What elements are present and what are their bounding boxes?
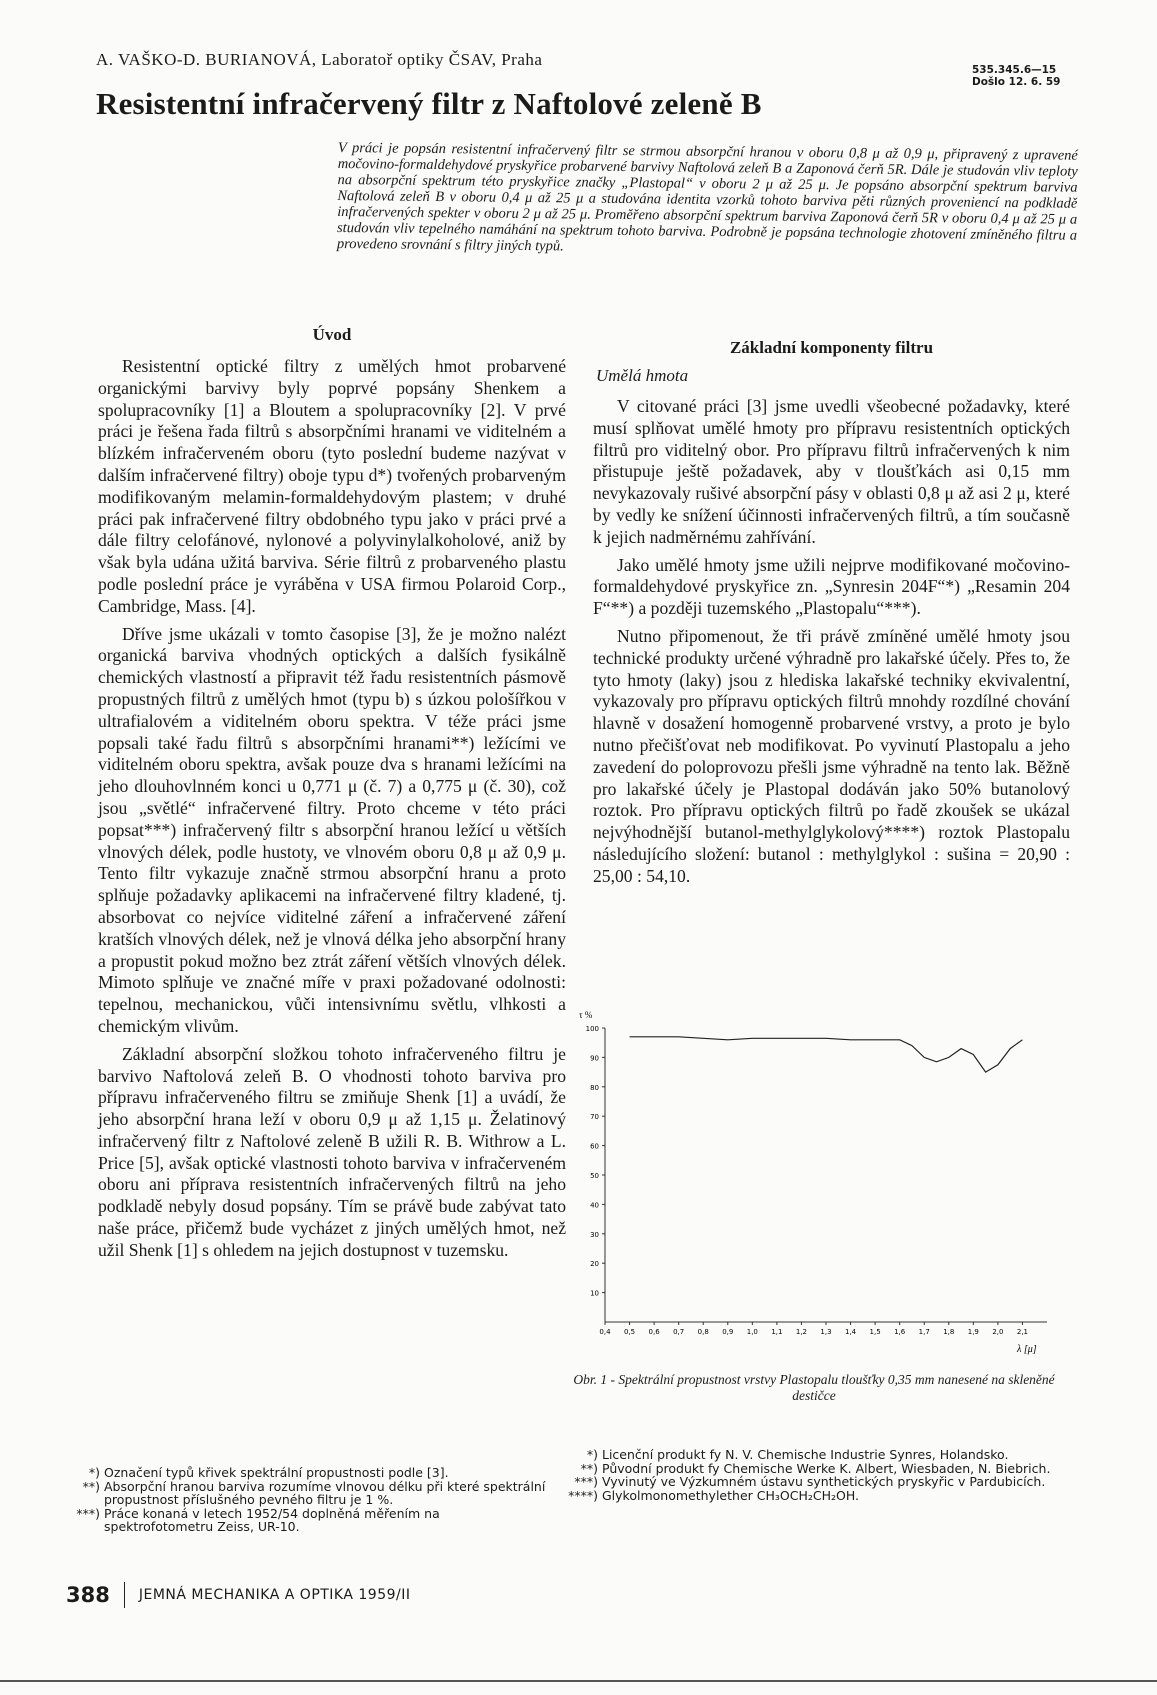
footnote-text: Absorpční hranou barviva rozumíme vlnovou délku při které spektrální propustnost příslušného pevného filtru je 1 %. <box>104 1478 546 1507</box>
intro-paragraph-1: Resistentní optické filtry z umělých hmot probarvené organickými barvivy byly poprvé popsány Shenkem a spolupracovníky [1] a Bloutem a spolupracovníky [2]. V prvé práci je řešena řada filtrů s absorpčními hranami ve viditelném a blízkém infračerveném oboru (tyto poslední budeme nazývat v dalším infračervené filtry) oboje typu d*) tvořených probarveným modifikovaným melamin-formaldehydovým plastem; v druhé práci pak infračervené filtry obdobného typu jako v práci prvé a dále filtry celofánové, nylonové a polyvinylalkoholové, aniž by však byla udána užitá barviva. Série filtrů z probarveného plastu podle poslední práce je vyráběna v USA firmou Polaroid Corp., Cambridge, Mass. [4]. <box>98 356 566 616</box>
y-tick-label: 90 <box>590 1054 599 1063</box>
intro-column <box>98 356 566 1268</box>
components-paragraph-3: Nutno připomenout, že tři právě zmíněné umělé hmoty jsou technické produkty určené výhradně pro lakařské účely. Přes to, že tyto hmoty (laky) jsou z hlediska lakařské techniky ekvivalentní, vykazovaly pro přípravu optických filtrů mnohdy rozdílné chování hlavně v dosažení homogenně probarvené vrstvy, a proto je bylo nutno přečišťovat neb modifikovat. Po vyvinutí Plastopalu a jeho zavedení do poloprovozu přešli jsme výhradně na tento lak. Běžně pro lakařské účely je Plastopal dodáván jako 50% butanolový roztok. Pro přípravu optických filtrů po řadě zkoušek se ukázal nejvýhodnější butanol-methylglykolový****) roztok Plastopalu následujícího složení: butanol : methylglykol : sušina = 20,90 : 25,00 : 54,10. <box>593 625 1070 886</box>
footer-separator <box>124 1582 125 1608</box>
x-tick-label: 1,2 <box>795 1328 808 1336</box>
x-tick-label: 1,7 <box>918 1328 930 1336</box>
x-tick-label: 0,7 <box>673 1328 685 1336</box>
x-tick-label: 2,1 <box>1016 1328 1029 1336</box>
x-tick-label: 1,3 <box>820 1328 832 1336</box>
footnote-mark: *) <box>586 1447 598 1462</box>
bottom-rule <box>0 1680 1157 1682</box>
footnote-mark: **) <box>82 1478 100 1494</box>
y-tick-label: 50 <box>590 1172 599 1180</box>
page-number: 388 <box>66 1583 110 1607</box>
chart-x-ticks <box>599 1322 1028 1336</box>
left-footnote <box>70 1480 550 1507</box>
y-tick-label: 80 <box>590 1083 599 1092</box>
journal-name: JEMNÁ MECHANIKA A OPTIKA 1959/II <box>138 1587 411 1603</box>
x-tick-label: 1,8 <box>943 1328 955 1336</box>
udk-code: 535.345.6—15 <box>972 64 1057 76</box>
components-paragraph-1: V citované práci [3] jsme uvedli všeobecné požadavky, které musí splňovat umělé hmoty pro přípravu resistentních optických filtrů pro viditelný obor. Pro přípravu filtrů infračervených k nim přistupuje ještě požadavek, aby v tloušťkách asi 0,15 mm nevykazovaly rušivé absorpční pásy v oblasti 0,8 μ až asi 2 μ, které by vedly ke snížení účinnosti infračervených filtrů, a tím současně k jejich nadměrnému zahřívání. <box>593 396 1070 547</box>
x-tick-label: 0,6 <box>648 1328 660 1336</box>
article-title: Resistentní infračervený filtr z Naftolové zeleně B <box>96 86 762 121</box>
x-tick-label: 1,0 <box>746 1328 758 1336</box>
spectral-transmission-chart <box>577 1010 1067 1360</box>
x-tick-label: 2,0 <box>992 1328 1004 1336</box>
received-date: Došlo 12. 6. 59 <box>972 76 1061 88</box>
chart-y-ticks <box>586 1025 605 1298</box>
right-footnote <box>568 1489 1058 1503</box>
section-heading-intro: Úvod <box>312 325 352 344</box>
left-footnote <box>70 1466 550 1480</box>
y-tick-label: 10 <box>590 1289 599 1298</box>
x-tick-label: 0,8 <box>697 1328 709 1336</box>
x-tick-label: 1,9 <box>967 1328 979 1336</box>
components-paragraph-2: Jako umělé hmoty jsme užili nejprve modifikované močovino-formaldehydové pryskyřice zn. „Synresin 204F“*) „Resamin 204 F“**) a později tuzemského „Plastopalu“***). <box>593 554 1070 619</box>
x-tick-label: 1,4 <box>844 1328 857 1336</box>
footnote-text: Licenční produkt fy N. V. Chemische Industrie Synres, Holandsko. <box>602 1447 1009 1462</box>
footnote-mark: *) <box>88 1465 100 1480</box>
y-tick-label: 40 <box>590 1201 599 1210</box>
footnote-mark: ***) <box>76 1505 100 1521</box>
chart-x-label: λ [μ] <box>1017 1344 1037 1355</box>
figure-caption: Obr. 1 - Spektrální propustnost vrstvy Plastopalu tloušťky 0,35 mm nanesené na skleněné destičce <box>573 1372 1055 1403</box>
footnote-text: Vyvinutý ve Výzkumném ústavu synthetických pryskyřic v Pardubicích. <box>602 1474 1046 1489</box>
x-tick-label: 0,9 <box>722 1328 734 1336</box>
x-tick-label: 1,5 <box>869 1328 881 1336</box>
footnotes-right <box>568 1448 1058 1502</box>
x-tick-label: 0,5 <box>623 1328 636 1336</box>
right-footnote <box>568 1475 1058 1489</box>
left-footnote <box>70 1507 550 1534</box>
y-tick-label: 70 <box>590 1113 599 1122</box>
x-tick-label: 1,1 <box>771 1328 783 1336</box>
footnote-text: Původní produkt fy Chemische Werke K. Albert, Wiesbaden, N. Biebrich. <box>602 1460 1051 1476</box>
abstract: V práci je popsán resistentní infračervený filtr se strmou absorpční hranou v oboru 0,8 μ až 0,9 μ, připravený z upravené močovino-formaldehydové pryskyřice probarvené barvivy Naftolová zeleň B a Zaponová čerň 5R. Dále je studován vliv teploty na absorpční spektrum této pryskyřice značky „Plastopal“ v oboru 2 μ až 25 μ. Je popsáno absorpční spektrum barviva Naftolová zeleň B v oboru 0,4 μ až 25 μ a studována identita vzorků tohoto barviva pěti různých proveniencí na podkladě infračervených spekter v oboru 2 μ až 25 μ. Proměřeno absorpční spektrum barviva Zaponová čerň 5R v oboru 0,4 μ až 25 μ a studován vliv tepelného namáhání na spektrum tohoto barviva. Podrobně je popsána technologie zhotovení zmíněného filtru a provedeno srovnání s filtry jiných typů. <box>336 140 1078 255</box>
subsection-heading: Umělá hmota <box>596 366 689 385</box>
footnotes-left <box>70 1466 550 1534</box>
footnote-mark: ****) <box>568 1487 598 1503</box>
footnote-text: Práce konaná v letech 1952/54 doplněná měřením na spektrofotometru Zeiss, UR-10. <box>104 1505 440 1534</box>
y-tick-label: 100 <box>585 1025 599 1033</box>
y-tick-label: 60 <box>590 1142 599 1151</box>
right-footnote <box>568 1462 1058 1476</box>
right-footnote <box>568 1448 1058 1462</box>
intro-paragraph-2: Dříve jsme ukázali v tomto časopise [3], že je možno nalézt organická barviva vhodných optických a dalších fysikálně chemických vlastností a připravit též řadu resistentních pásmově propustných filtrů z umělých hmot (typu b) s úzkou pološířkou v ultrafialovém a viditelném oboru spektra. V téže práci jsme popsali také řadu filtrů s absorpčními hranami**) ležícími ve viditelném oboru spektra, avšak pouze dva s hranami ležícími na jeho dlouhovlnném konci u 0,771 μ (č. 7) a 0,775 μ (č. 30), což jsou „světlé“ infračervené filtry. Proto chceme v této práci popsat***) infračervený filtr s absorpční hranou ležící u větších vlnových délek, podle hustoty, ve vlnovém oboru 0,8 μ až 0,9 μ. Tento filtr vykazuje značně strmou absorpční hranu a proto splňuje požadavky aplikacemi na infračervené filtry kladené, tj. absorbovat co nejvíce viditelné záření a infračervené záření kratších vlnových délek, než je vlnová délka jeho absorpční hrany a propustit pokud možno bez ztrát záření větších vlnových délek. Mimoto splňuje ve značné míře v praxi požadované odolnosti: tepelnou, mechanickou, vůči intensivnímu světlu, vlhkosti a chemickým vlivům. <box>98 623 566 1036</box>
footnote-text: Označení typů křivek spektrální propustnosti podle [3]. <box>104 1465 449 1480</box>
authors-line: A. VAŠKO-D. BURIANOVÁ, Laboratoř optiky ČSAV, Praha <box>96 50 543 69</box>
chart-axes <box>605 1028 1047 1322</box>
footnote-text: Glykolmonomethylether CH₃OCH₂CH₂OH. <box>602 1487 859 1503</box>
transmission-curve <box>630 1037 1023 1072</box>
y-tick-label: 20 <box>590 1260 599 1269</box>
x-tick-label: 1,6 <box>894 1328 906 1336</box>
footnote-mark: **) <box>580 1460 598 1476</box>
chart-y-label: τ % <box>579 1010 593 1020</box>
page-footer <box>66 1582 411 1608</box>
classification-block <box>972 64 1060 88</box>
y-tick-label: 30 <box>590 1230 599 1239</box>
footnote-mark: ***) <box>574 1474 598 1489</box>
section-heading-components: Základní komponenty filtru <box>729 338 934 357</box>
x-tick-label: 0,4 <box>599 1328 611 1336</box>
components-column <box>593 396 1070 894</box>
intro-paragraph-3: Základní absorpční složkou tohoto infračerveného filtru je barvivo Naftolová zeleň B. O vhodnosti tohoto barviva pro přípravu infračerveného filtru se zmiňuje Shenk [1] a uvádí, že jeho absorpční hrana leží v oboru 0,9 μ až 1,15 μ. Želatinový infračervený filtr z Naftolové zeleně B užili R. B. Withrow a L. Price [5], avšak optické vlastnosti tohoto barviva v infračerveném oboru ani příprava resistentních infračervených filtrů na jeho podkladě nebyly dosud popsány. Tím se právě bude zabývat tato naše práce, přičemž bude vycházet z jiných umělých hmot, než užil Shenk [1] s ohledem na jejich dostupnost v tuzemsku. <box>98 1043 566 1260</box>
